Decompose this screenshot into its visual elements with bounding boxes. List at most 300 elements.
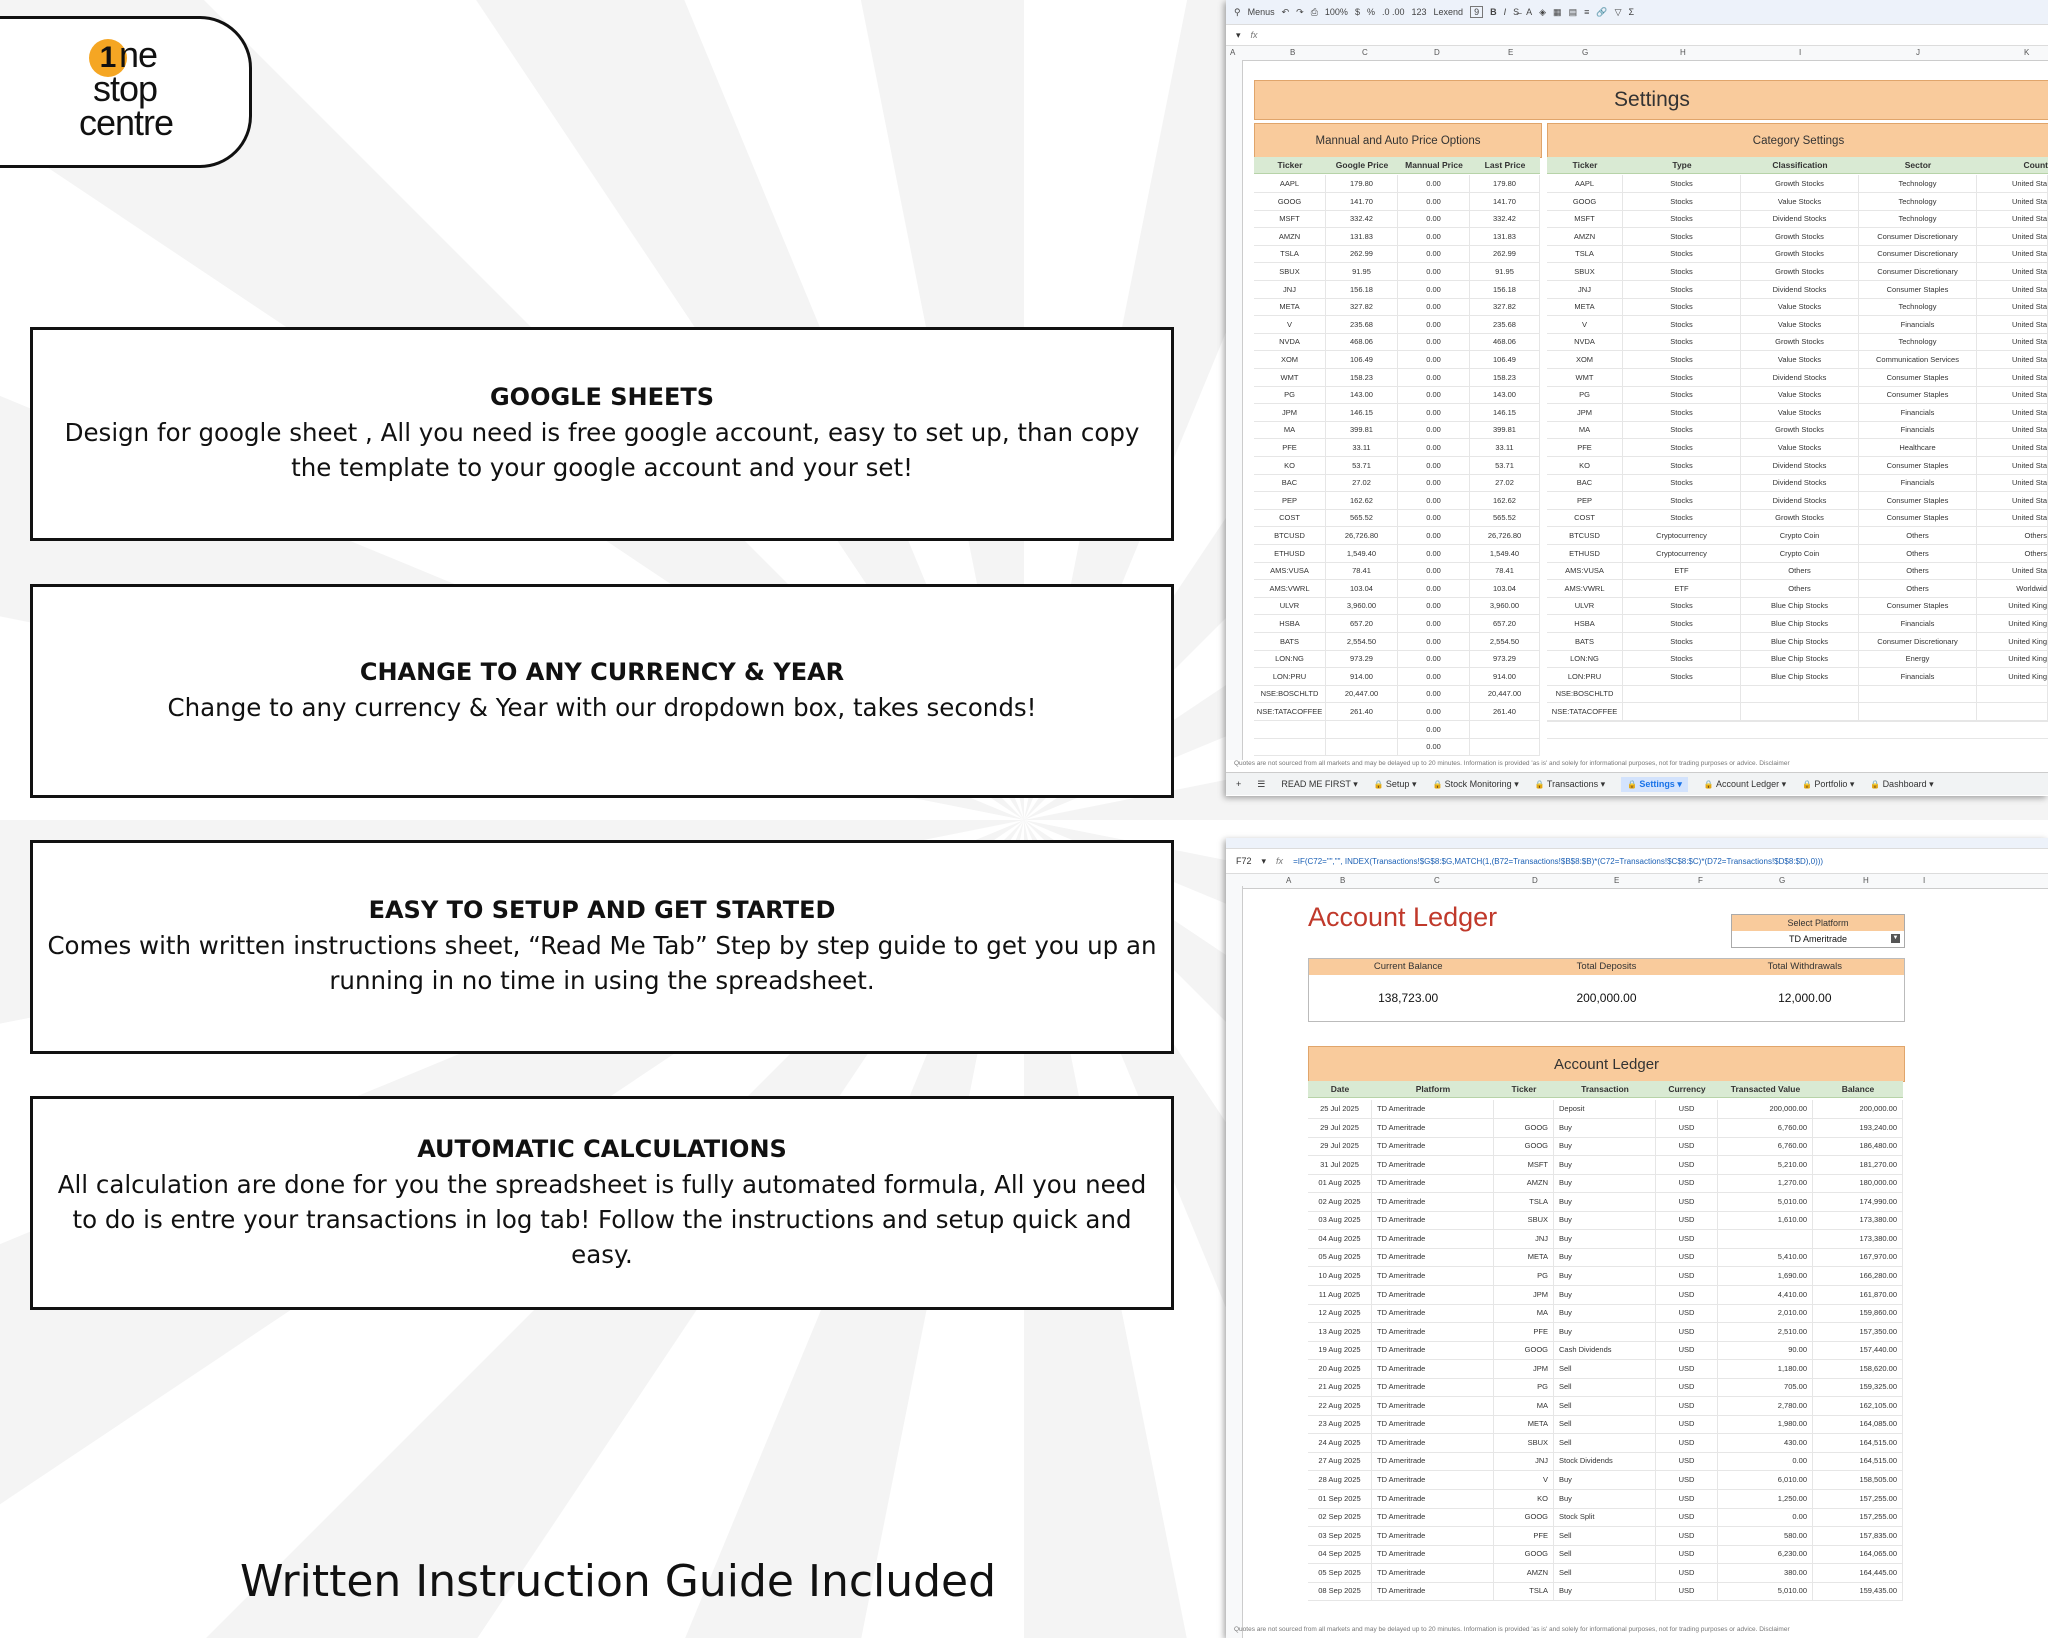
cell[interactable]: SBUX [1494,1434,1554,1452]
cell[interactable]: JPM [1494,1286,1554,1304]
dropdown-cell[interactable]: ETF [1623,562,1741,579]
cell[interactable]: 29 Jul 2025 [1308,1119,1372,1137]
borders-icon[interactable]: ▦ [1553,6,1562,17]
cell[interactable]: 159,860.00 [1813,1304,1903,1322]
dropdown-cell[interactable]: Consumer Discretionary [1859,245,1977,262]
cell[interactable]: TD Ameritrade [1372,1286,1494,1304]
dropdown-cell[interactable]: United Sta [1977,263,2048,280]
dropdown-cell[interactable]: Dividend Stocks [1741,281,1859,298]
cell[interactable]: USD [1656,1174,1718,1192]
all-sheets-icon[interactable]: ☰ [1257,778,1266,789]
dropdown-cell[interactable]: United Sta [1977,281,2048,298]
dropdown-cell[interactable]: Blue Chip Stocks [1741,615,1859,632]
dropdown-cell[interactable]: Communication Services [1859,351,1977,368]
cell[interactable]: AMZN [1547,228,1623,245]
cell[interactable]: 174,990.00 [1813,1193,1903,1211]
cell[interactable]: 53.71 [1326,457,1398,474]
cell[interactable]: NVDA [1254,333,1326,350]
dropdown-cell[interactable]: United Sta [1977,439,2048,456]
cell[interactable]: Buy [1554,1304,1656,1322]
cell[interactable]: HSBA [1254,615,1326,632]
cell[interactable]: V [1547,316,1623,333]
cell[interactable]: USD [1656,1304,1718,1322]
cell[interactable]: 0.00 [1398,457,1470,474]
cell[interactable]: USD [1656,1323,1718,1341]
dropdown-cell[interactable]: Others [1977,545,2048,562]
sheet-tab[interactable] [1802,779,1854,790]
cell[interactable]: BATS [1547,633,1623,650]
cell[interactable]: 580.00 [1718,1527,1813,1545]
cell[interactable]: ETHUSD [1254,545,1326,562]
cell[interactable]: Sell [1554,1397,1656,1415]
strikethrough-icon[interactable]: S̶ [1513,7,1520,17]
dropdown-cell[interactable]: Value Stocks [1741,351,1859,368]
cell[interactable]: 05 Aug 2025 [1308,1248,1372,1266]
cell[interactable]: 235.68 [1326,316,1398,333]
cell[interactable]: 430.00 [1718,1434,1813,1452]
cell[interactable]: 1,270.00 [1718,1174,1813,1192]
dropdown-cell[interactable]: Stocks [1623,263,1741,280]
ledger-formula[interactable]: =IF(C72="","", INDEX(Transactions!$G$8:$G,MATCH(1,(B72=Transactions!$B$8:$B)*(C72=Transactions!$C$8:$C)*(D72=Transactions!$D$8:$D),0))) [1293,856,1824,866]
cell[interactable]: 143.00 [1470,386,1540,403]
cell[interactable]: 106.49 [1326,351,1398,368]
cell[interactable]: 157,255.00 [1813,1508,1903,1526]
cell[interactable]: 28 Aug 2025 [1308,1471,1372,1489]
cell[interactable]: GOOG [1254,193,1326,210]
cell[interactable]: 261.40 [1326,703,1398,720]
dropdown-cell[interactable]: Stocks [1623,668,1741,685]
cell[interactable]: USD [1656,1452,1718,1470]
dropdown-cell[interactable]: Blue Chip Stocks [1741,650,1859,667]
dropdown-cell[interactable]: Others [1741,562,1859,579]
cell[interactable]: Buy [1554,1582,1656,1600]
cell[interactable]: Buy [1554,1248,1656,1266]
dropdown-cell[interactable]: Growth Stocks [1741,175,1859,192]
cell[interactable]: 5,410.00 [1718,1248,1813,1266]
cell[interactable]: Deposit [1554,1100,1656,1118]
cell[interactable]: 0.00 [1398,316,1470,333]
cell[interactable]: Buy [1554,1267,1656,1285]
dropdown-cell[interactable]: Growth Stocks [1741,245,1859,262]
dropdown-cell[interactable]: Worldwid [1977,580,2048,597]
dropdown-cell[interactable]: Stocks [1623,597,1741,614]
cell[interactable]: 0.00 [1398,492,1470,509]
cell[interactable]: BTCUSD [1254,527,1326,544]
cell[interactable]: COST [1254,509,1326,526]
cell[interactable]: PFE [1494,1527,1554,1545]
cell[interactable]: 01 Aug 2025 [1308,1174,1372,1192]
cell[interactable]: 6,230.00 [1718,1545,1813,1563]
dropdown-cell[interactable]: ETF [1623,580,1741,597]
cell[interactable]: 33.11 [1470,439,1540,456]
merge-icon[interactable]: ▤ [1568,6,1578,17]
cell[interactable]: 565.52 [1470,509,1540,526]
cell[interactable]: 180,000.00 [1813,1174,1903,1192]
cell[interactable]: 0.00 [1398,298,1470,315]
cell[interactable]: USD [1656,1193,1718,1211]
cell[interactable]: GOOG [1547,193,1623,210]
cell[interactable]: 23 Aug 2025 [1308,1415,1372,1433]
cell[interactable]: 103.04 [1470,580,1540,597]
dropdown-cell[interactable]: Consumer Discretionary [1859,633,1977,650]
cell[interactable]: 106.49 [1470,351,1540,368]
cell[interactable]: 53.71 [1470,457,1540,474]
dropdown-cell[interactable]: Value Stocks [1741,439,1859,456]
cell[interactable]: 91.95 [1326,263,1398,280]
cell[interactable]: TSLA [1547,245,1623,262]
cell[interactable]: USD [1656,1267,1718,1285]
cell[interactable]: PG [1547,386,1623,403]
dropdown-cell[interactable]: Consumer Discretionary [1859,263,1977,280]
decimal-buttons[interactable]: .0 .00 [1381,7,1405,17]
dropdown-cell[interactable] [1859,685,1977,702]
dropdown-cell[interactable]: Technology [1859,175,1977,192]
dropdown-cell[interactable]: Consumer Staples [1859,597,1977,614]
cell[interactable]: 5,010.00 [1718,1582,1813,1600]
cell[interactable]: 468.06 [1470,333,1540,350]
cell[interactable]: 161,870.00 [1813,1286,1903,1304]
cell[interactable]: ETHUSD [1547,545,1623,562]
cell[interactable]: 19 Aug 2025 [1308,1341,1372,1359]
cell[interactable]: TD Ameritrade [1372,1452,1494,1470]
sheet-tab[interactable] [1704,779,1786,790]
cell[interactable]: 1,610.00 [1718,1211,1813,1229]
cell[interactable]: USD [1656,1490,1718,1508]
cell[interactable]: 0.00 [1398,562,1470,579]
cell[interactable]: 27 Aug 2025 [1308,1452,1372,1470]
cell[interactable]: 6,010.00 [1718,1471,1813,1489]
cell[interactable]: NVDA [1547,333,1623,350]
cell[interactable]: 04 Sep 2025 [1308,1545,1372,1563]
dropdown-cell[interactable] [1741,685,1859,702]
cell[interactable]: TD Ameritrade [1372,1527,1494,1545]
cell[interactable]: USD [1656,1100,1718,1118]
cell[interactable]: JNJ [1547,281,1623,298]
cell[interactable]: META [1494,1415,1554,1433]
cell[interactable]: 164,065.00 [1813,1545,1903,1563]
dropdown-cell[interactable]: United Sta [1977,175,2048,192]
cell[interactable]: USD [1656,1341,1718,1359]
cell[interactable]: Buy [1554,1230,1656,1248]
dropdown-cell[interactable]: Dividend Stocks [1741,474,1859,491]
cell[interactable]: 157,440.00 [1813,1341,1903,1359]
cell[interactable]: 0.00 [1398,509,1470,526]
cell[interactable]: 914.00 [1326,668,1398,685]
cell[interactable]: TD Ameritrade [1372,1304,1494,1322]
cell[interactable]: 332.42 [1470,210,1540,227]
dropdown-cell[interactable]: United Sta [1977,509,2048,526]
search-icon[interactable]: ⚲ [1234,6,1241,17]
cell[interactable]: 12 Aug 2025 [1308,1304,1372,1322]
cell[interactable]: Buy [1554,1211,1656,1229]
cell[interactable]: GOOG [1494,1137,1554,1155]
cell[interactable]: 25 Jul 2025 [1308,1100,1372,1118]
cell[interactable]: 0.00 [1718,1508,1813,1526]
cell[interactable] [1326,721,1398,738]
dropdown-cell[interactable]: Stocks [1623,457,1741,474]
cell[interactable]: MSFT [1494,1156,1554,1174]
cell[interactable]: PFE [1494,1323,1554,1341]
dropdown-cell[interactable]: Blue Chip Stocks [1741,597,1859,614]
cell[interactable]: 157,835.00 [1813,1527,1903,1545]
cell[interactable]: XOM [1547,351,1623,368]
cell[interactable]: 166,280.00 [1813,1267,1903,1285]
cell[interactable]: 11 Aug 2025 [1308,1286,1372,1304]
cell[interactable]: MA [1547,421,1623,438]
dropdown-cell[interactable]: Blue Chip Stocks [1741,668,1859,685]
dropdown-cell[interactable]: Energy [1859,650,1977,667]
cell[interactable] [1494,1100,1554,1118]
dropdown-cell[interactable]: United Sta [1977,193,2048,210]
print-icon[interactable]: ⎙ [1310,6,1318,17]
cell[interactable]: 0.00 [1398,193,1470,210]
cell[interactable]: TD Ameritrade [1372,1582,1494,1600]
cell[interactable]: 164,515.00 [1813,1434,1903,1452]
dropdown-cell[interactable]: Stocks [1623,474,1741,491]
dropdown-cell[interactable]: Consumer Staples [1859,281,1977,298]
cell[interactable]: 0.00 [1398,703,1470,720]
dropdown-cell[interactable]: United Sta [1977,457,2048,474]
percent-format-button[interactable]: % [1366,7,1375,17]
dropdown-cell[interactable]: Stocks [1623,386,1741,403]
cell[interactable]: 332.42 [1326,210,1398,227]
dropdown-cell[interactable]: United Sta [1977,562,2048,579]
dropdown-cell[interactable]: Value Stocks [1741,316,1859,333]
cell[interactable]: 20,447.00 [1326,685,1398,702]
cell[interactable]: 164,445.00 [1813,1564,1903,1582]
cell[interactable]: USD [1656,1471,1718,1489]
cell[interactable]: 157,350.00 [1813,1323,1903,1341]
cell[interactable]: 327.82 [1326,298,1398,315]
cell[interactable]: TD Ameritrade [1372,1564,1494,1582]
cell[interactable]: PG [1494,1378,1554,1396]
sheet-tab[interactable] [1870,779,1933,790]
dropdown-cell[interactable]: Dividend Stocks [1741,369,1859,386]
cell[interactable]: TSLA [1494,1193,1554,1211]
align-icon[interactable]: ≡ [1584,7,1590,17]
cell[interactable]: NSE:BOSCHLTD [1254,685,1326,702]
cell[interactable]: TD Ameritrade [1372,1174,1494,1192]
cell[interactable]: TD Ameritrade [1372,1230,1494,1248]
dropdown-cell[interactable]: Crypto Coin [1741,545,1859,562]
cell[interactable]: 0.00 [1398,685,1470,702]
dropdown-cell[interactable]: Growth Stocks [1741,263,1859,280]
cell[interactable]: 0.00 [1398,721,1470,738]
cell[interactable]: MA [1494,1304,1554,1322]
cell[interactable]: 468.06 [1326,333,1398,350]
cell[interactable]: 3,960.00 [1326,597,1398,614]
cell[interactable]: 5,010.00 [1718,1193,1813,1211]
cell[interactable]: MA [1494,1397,1554,1415]
cell[interactable]: 705.00 [1718,1378,1813,1396]
dropdown-cell[interactable]: Growth Stocks [1741,421,1859,438]
cell[interactable]: 159,325.00 [1813,1378,1903,1396]
cell[interactable]: USD [1656,1137,1718,1155]
sheet-tab[interactable] [1535,779,1605,790]
cell[interactable]: 186,480.00 [1813,1137,1903,1155]
cell[interactable]: GOOG [1494,1119,1554,1137]
dropdown-cell[interactable]: Financials [1859,615,1977,632]
dropdown-cell[interactable]: Stocks [1623,281,1741,298]
cell[interactable]: TD Ameritrade [1372,1545,1494,1563]
cell[interactable]: Sell [1554,1378,1656,1396]
cell[interactable]: 0.00 [1398,210,1470,227]
dropdown-cell[interactable]: United King [1977,668,2048,685]
cell[interactable]: 173,380.00 [1813,1230,1903,1248]
zoom-select[interactable]: 100% [1324,7,1348,17]
dropdown-cell[interactable]: Blue Chip Stocks [1741,633,1859,650]
cell[interactable]: LON:NG [1547,650,1623,667]
cell[interactable]: 0.00 [1718,1452,1813,1470]
cell[interactable]: KO [1254,457,1326,474]
cell[interactable]: 0.00 [1398,738,1470,755]
cell[interactable]: TD Ameritrade [1372,1156,1494,1174]
dropdown-cell[interactable]: Healthcare [1859,439,1977,456]
cell[interactable]: 0.00 [1398,439,1470,456]
cell[interactable]: AAPL [1254,175,1326,192]
cell[interactable]: TD Ameritrade [1372,1360,1494,1378]
dropdown-cell[interactable] [1977,703,2048,720]
cell[interactable]: 914.00 [1470,668,1540,685]
sheet-tab[interactable] [1281,779,1357,790]
cell[interactable]: 193,240.00 [1813,1119,1903,1137]
dropdown-cell[interactable]: Stocks [1623,439,1741,456]
cell[interactable]: TSLA [1254,245,1326,262]
cell[interactable]: TD Ameritrade [1372,1490,1494,1508]
cell[interactable]: 1,690.00 [1718,1267,1813,1285]
cell[interactable]: 156.18 [1326,281,1398,298]
cell[interactable]: Buy [1554,1137,1656,1155]
dropdown-arrow-icon[interactable]: ▼ [1892,935,1899,941]
cell[interactable]: XOM [1254,351,1326,368]
cell[interactable]: USD [1656,1397,1718,1415]
cell[interactable]: 181,270.00 [1813,1156,1903,1174]
cell[interactable]: 33.11 [1326,439,1398,456]
dropdown-cell[interactable]: Consumer Staples [1859,369,1977,386]
cell[interactable]: TD Ameritrade [1372,1397,1494,1415]
currency-format-button[interactable]: $ [1354,7,1360,17]
cell[interactable]: 158,620.00 [1813,1360,1903,1378]
cell[interactable]: 3,960.00 [1470,597,1540,614]
fill-color-icon[interactable]: ◈ [1539,6,1547,17]
dropdown-cell[interactable]: Financials [1859,421,1977,438]
sheet-tab[interactable] [1432,779,1518,790]
cell[interactable]: 1,549.40 [1470,545,1540,562]
dropdown-cell[interactable]: United King [1977,650,2048,667]
dropdown-cell[interactable]: Others [1859,545,1977,562]
dropdown-cell[interactable]: Consumer Staples [1859,457,1977,474]
dropdown-cell[interactable]: United Sta [1977,210,2048,227]
cell[interactable]: 0.00 [1398,615,1470,632]
dropdown-cell[interactable]: United Sta [1977,316,2048,333]
cell[interactable]: 08 Sep 2025 [1308,1582,1372,1600]
cell[interactable]: 327.82 [1470,298,1540,315]
cell[interactable]: 141.70 [1470,193,1540,210]
dropdown-cell[interactable]: Consumer Staples [1859,492,1977,509]
cell[interactable]: TSLA [1494,1582,1554,1600]
cell[interactable]: 131.83 [1470,228,1540,245]
cell[interactable]: HSBA [1547,615,1623,632]
cell[interactable]: 179.80 [1470,175,1540,192]
cell[interactable]: 164,085.00 [1813,1415,1903,1433]
dropdown-cell[interactable]: Consumer Staples [1859,509,1977,526]
cell[interactable]: 399.81 [1326,421,1398,438]
dropdown-cell[interactable]: Others [1859,527,1977,544]
cell[interactable]: USD [1656,1545,1718,1563]
cell[interactable] [1718,1230,1813,1248]
dropdown-cell[interactable]: United Sta [1977,369,2048,386]
cell[interactable]: 21 Aug 2025 [1308,1378,1372,1396]
cell[interactable]: 78.41 [1326,562,1398,579]
cell[interactable]: 0.00 [1398,386,1470,403]
cell[interactable]: 973.29 [1326,650,1398,667]
cell[interactable]: TD Ameritrade [1372,1248,1494,1266]
cell[interactable]: 1,180.00 [1718,1360,1813,1378]
dropdown-cell[interactable] [1859,703,1977,720]
cell[interactable]: Sell [1554,1527,1656,1545]
cell[interactable]: 164,515.00 [1813,1452,1903,1470]
dropdown-cell[interactable]: Stocks [1623,615,1741,632]
dropdown-cell[interactable]: Financials [1859,404,1977,421]
cell[interactable]: 131.83 [1326,228,1398,245]
dropdown-cell[interactable]: United Sta [1977,298,2048,315]
cell[interactable]: PEP [1547,492,1623,509]
dropdown-cell[interactable] [1741,703,1859,720]
cell[interactable]: PEP [1254,492,1326,509]
dropdown-cell[interactable]: Technology [1859,210,1977,227]
cell[interactable]: 24 Aug 2025 [1308,1434,1372,1452]
dropdown-cell[interactable]: Stocks [1623,492,1741,509]
cell[interactable]: 31 Jul 2025 [1308,1156,1372,1174]
dropdown-cell[interactable]: Financials [1859,668,1977,685]
sheet-tab[interactable] [1621,777,1688,792]
cell[interactable]: 26,726.80 [1326,527,1398,544]
dropdown-cell[interactable]: Crypto Coin [1741,527,1859,544]
cell[interactable]: AMZN [1494,1174,1554,1192]
cell[interactable]: TD Ameritrade [1372,1267,1494,1285]
dropdown-cell[interactable]: Others [1859,580,1977,597]
ledger-cell-ref[interactable]: F72 [1236,856,1252,866]
cell[interactable]: KO [1494,1490,1554,1508]
dropdown-cell[interactable]: Value Stocks [1741,298,1859,315]
cell[interactable]: 146.15 [1326,404,1398,421]
sheet-tab[interactable] [1374,779,1417,790]
cell[interactable]: USD [1656,1286,1718,1304]
dropdown-cell[interactable]: Cryptocurrency [1623,527,1741,544]
dropdown-cell[interactable]: Value Stocks [1741,404,1859,421]
font-size-input[interactable]: 9 [1470,6,1483,18]
cell[interactable]: AAPL [1547,175,1623,192]
cell[interactable]: SBUX [1254,263,1326,280]
cell[interactable]: USD [1656,1156,1718,1174]
cell[interactable]: V [1494,1471,1554,1489]
cell[interactable]: 2,780.00 [1718,1397,1813,1415]
cell[interactable]: 158.23 [1470,369,1540,386]
cell[interactable]: NSE:TATACOFFEE [1547,703,1623,720]
cell[interactable]: TD Ameritrade [1372,1434,1494,1452]
dropdown-cell[interactable]: Stocks [1623,650,1741,667]
cell[interactable]: Cash Dividends [1554,1341,1656,1359]
cell[interactable]: 657.20 [1470,615,1540,632]
cell[interactable]: TD Ameritrade [1372,1119,1494,1137]
cell[interactable]: 02 Sep 2025 [1308,1508,1372,1526]
cell[interactable]: Buy [1554,1156,1656,1174]
cell[interactable]: MSFT [1254,210,1326,227]
dropdown-cell[interactable]: United King [1977,597,2048,614]
dropdown-cell[interactable]: Consumer Staples [1859,386,1977,403]
cell[interactable]: 78.41 [1470,562,1540,579]
cell[interactable]: PFE [1254,439,1326,456]
